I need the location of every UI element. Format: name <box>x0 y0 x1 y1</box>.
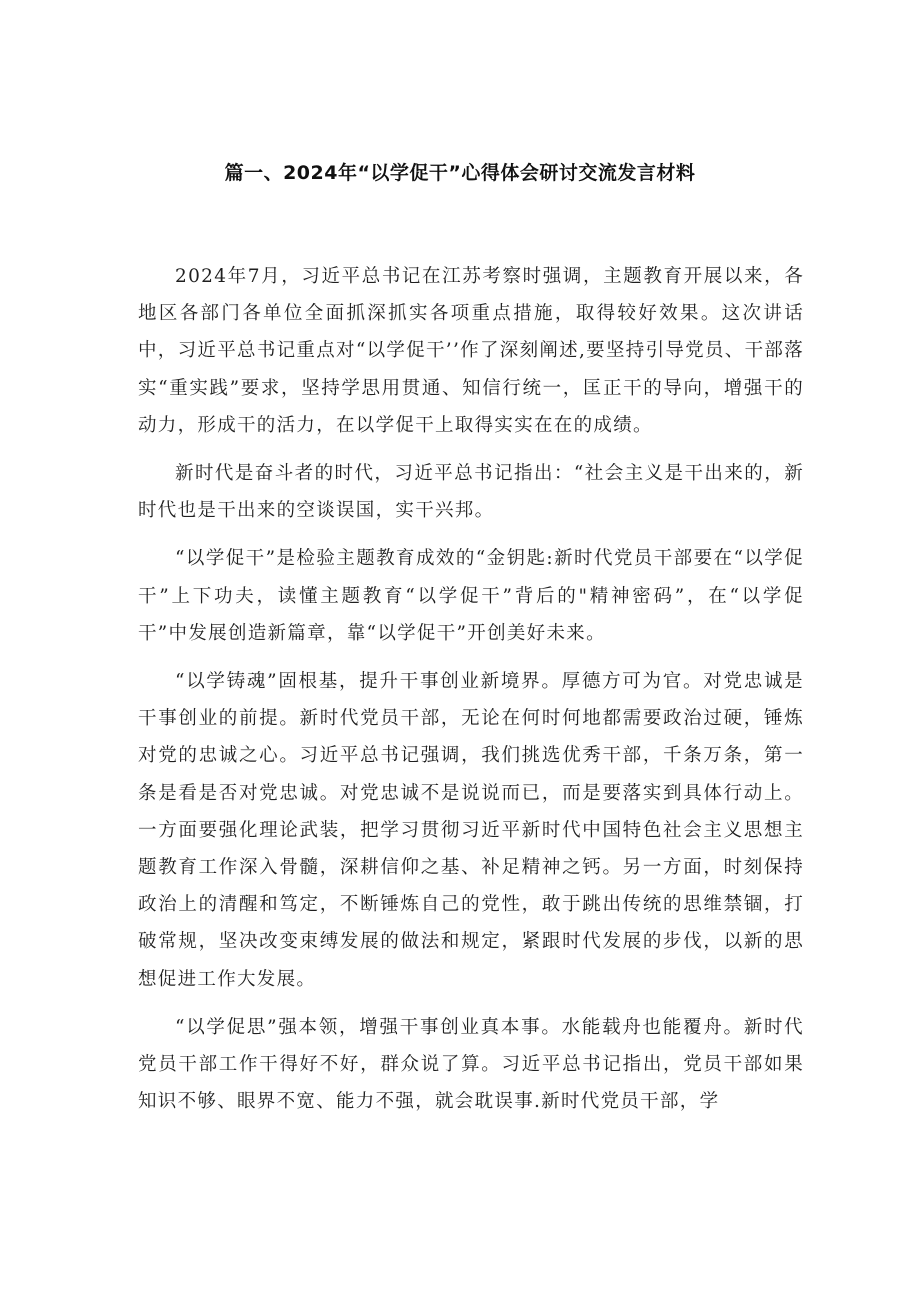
paragraph: 新时代是奋斗者的时代，习近平总书记指出：“社会主义是干出来的，新时代也是干出来的空谈误国，实干兴邦。 <box>138 463 804 522</box>
paragraph: “以学促思”强本领，增强干事创业真本事。水能载舟也能覆舟。新时代党员干部工作干得好不好，群众说了算。习近平总书记指出，党员干部如果知识不够、眼界不宽、能力不强，就会耽误事.新时代党员干部，学 <box>138 1016 804 1113</box>
paragraph: “以学促干”是检验主题教育成效的“金钥匙:新时代党员干部要在“以学促干”上下功夫，读懂主题教育“以学促干”背后的"精神密码”，在“以学促干”中发展创造新篇章，靠“以学促干”开创美好未来。 <box>138 548 804 644</box>
document-body <box>138 258 804 1131</box>
paragraph: “以学铸魂”固根基，提升干事创业新境界。厚德方可为官。对党忠诚是干事创业的前提。新时代党员干部，无论在何时何地都需要政治过硬，锤炼对党的忠诚之心。习近平总书记强调，我们挑选优秀干部，千条万条，第一条是看是否对党忠诚。对党忠诚不是说说而已，而是要落实到具体行动上。一方面要强化理论武装，把学习贯彻习近平新时代中国特色社会主义思想主题教育工作深入骨髓，深耕信仰之基、补足精神之钙。另一方面，时刻保持政治上的清醒和笃定，不断锤炼自己的党性，敢于跳出传统的思维禁锢，打破常规，坚决改变束缚发展的做法和规定，紧跟时代发展的步伐，以新的思想促进工作大发展。 <box>138 671 804 990</box>
paragraph: 2024年7月，习近平总书记在江苏考察时强调，主题教育开展以来，各地区各部门各单位全面抓深抓实各项重点措施，取得较好效果。这次讲话中，习近平总书记重点对“以学促干’’作了深刻阐述,要坚持引导党员、干部落实“重实践”要求，坚持学思用贯通、知信行统一，匡正干的导向，增强干的动力，形成干的活力，在以学促干上取得实实在在的成绩。 <box>138 266 804 436</box>
document-title: 篇一、2024年“以学促干”心得体会研讨交流发言材料 <box>224 162 696 184</box>
